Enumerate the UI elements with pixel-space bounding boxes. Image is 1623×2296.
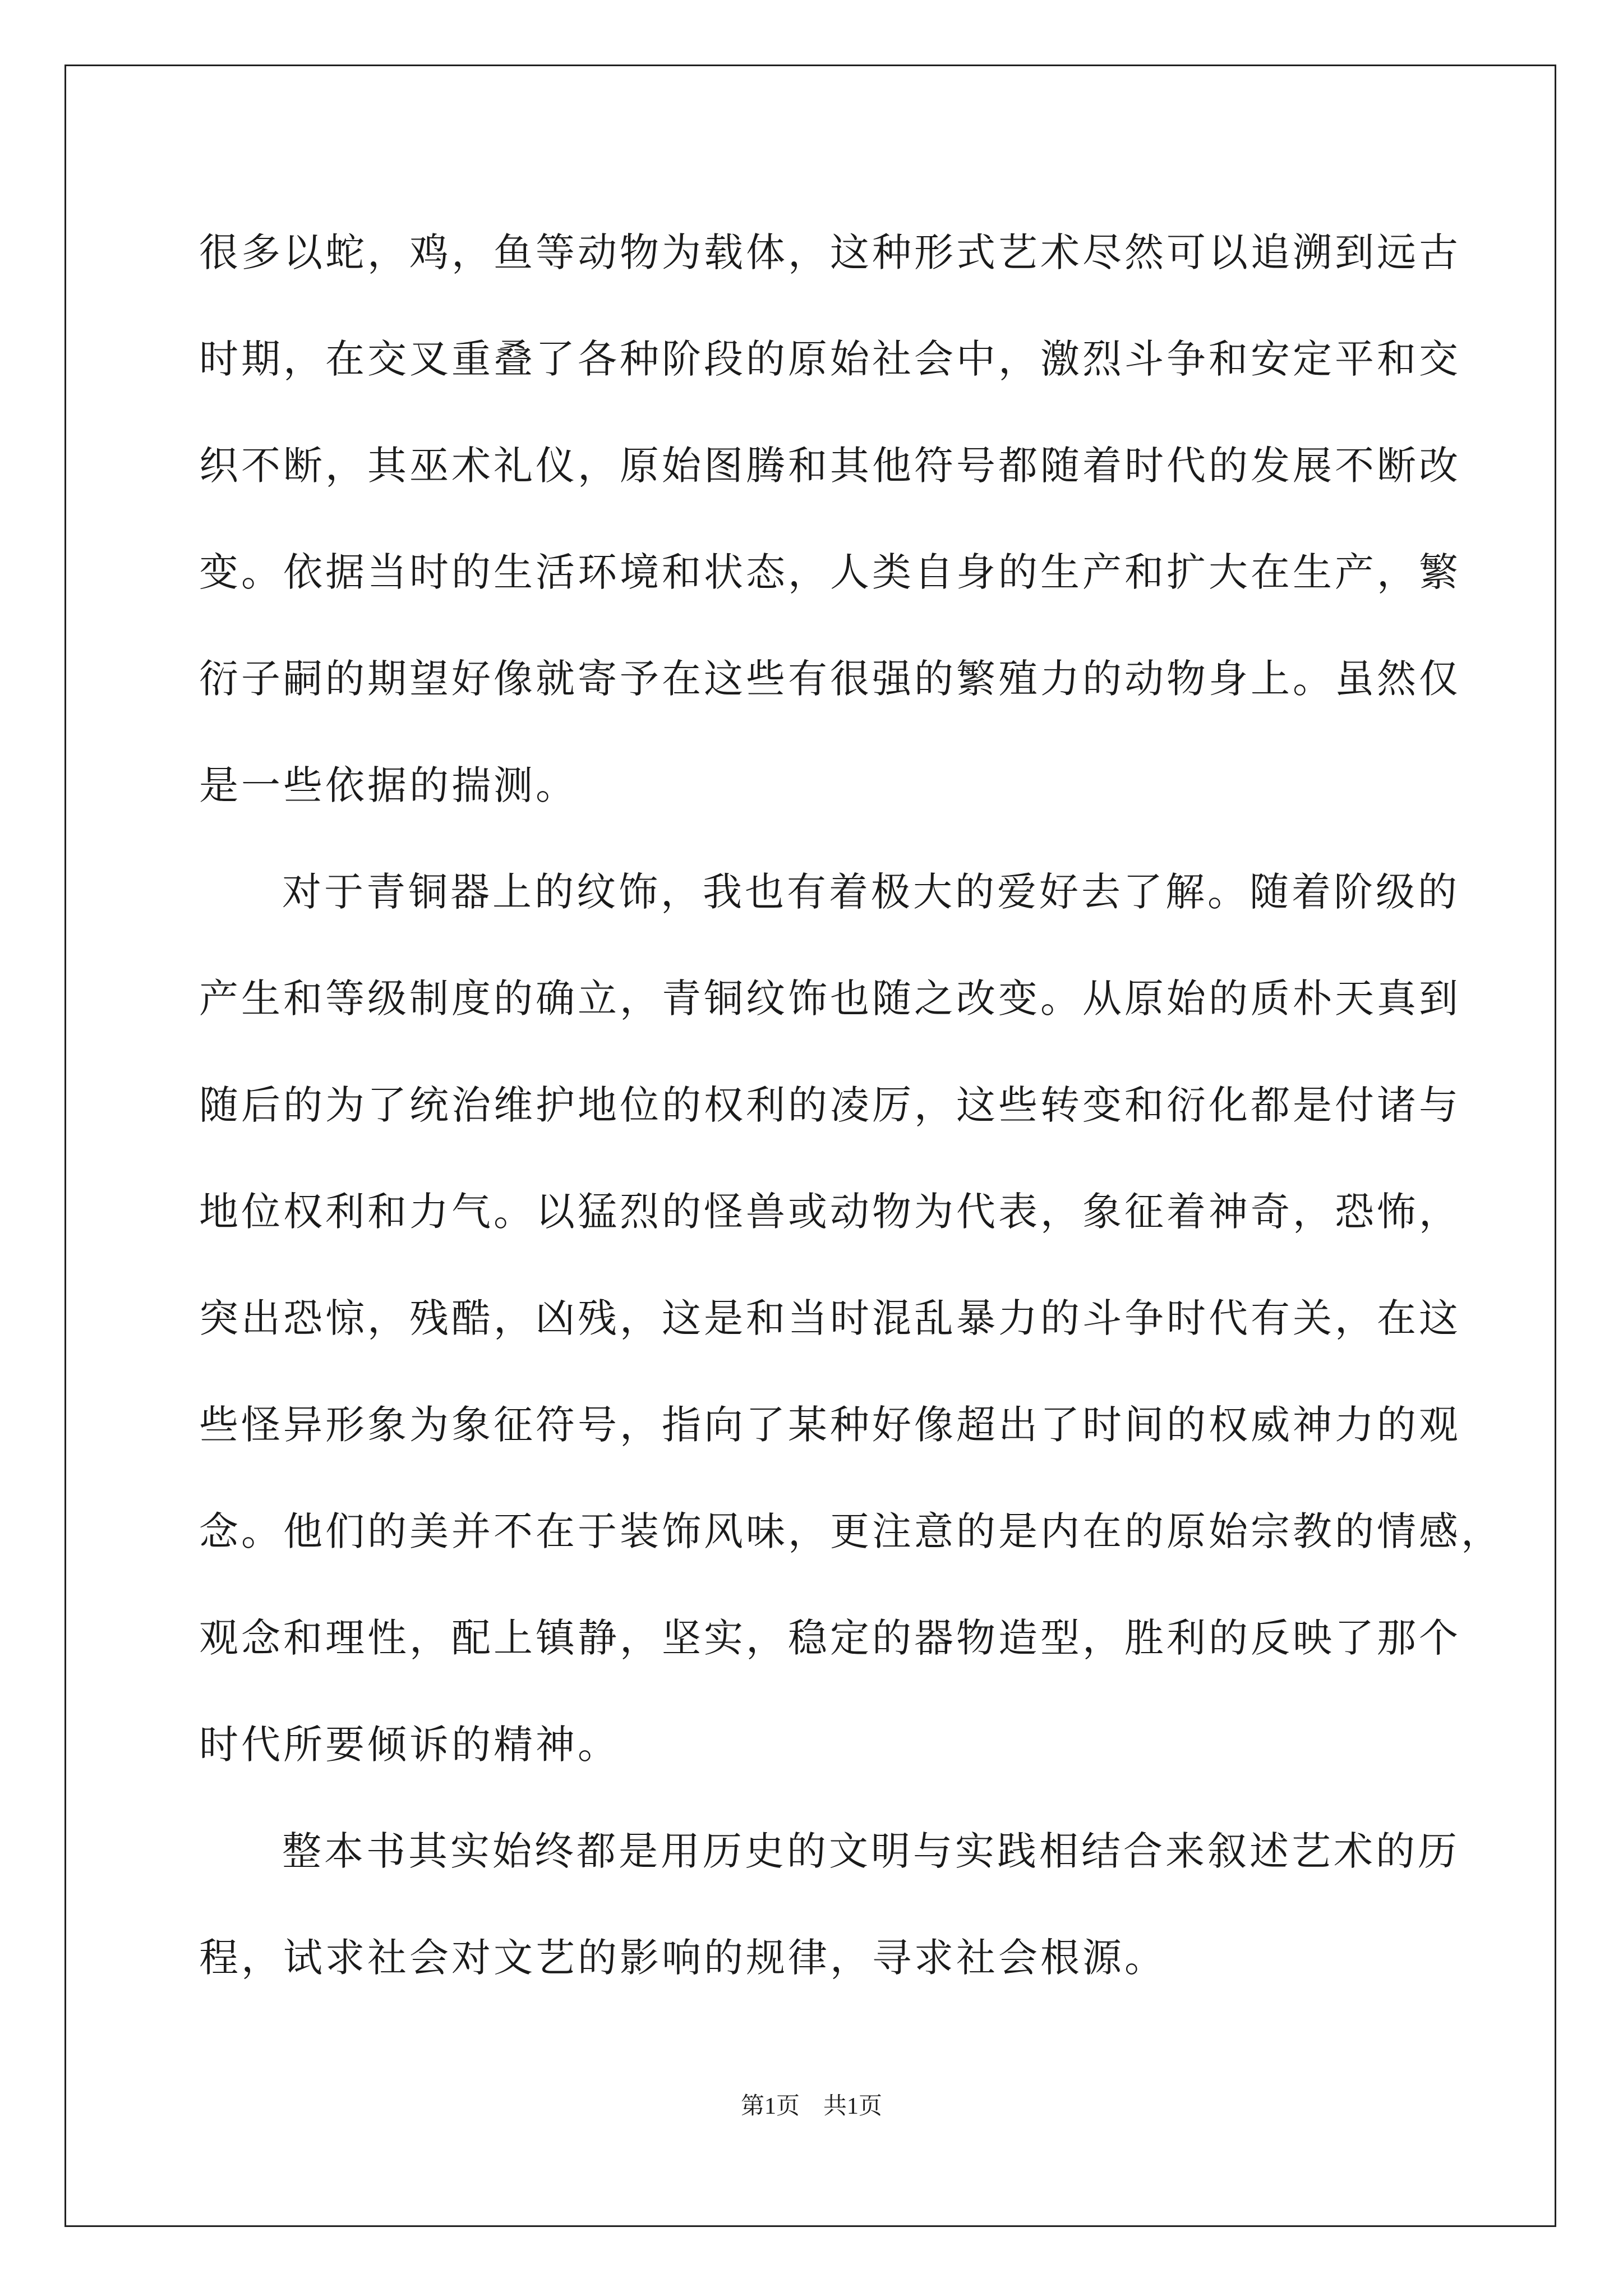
text-line: 观念和理性，配上镇静，坚实，稳定的器物造型，胜利的反映了那个 bbox=[199, 1615, 1461, 1661]
text-line: 衍子嗣的期望好像就寄予在这些有很强的繁殖力的动物身上。虽然仅 bbox=[199, 656, 1461, 702]
text-line: 对于青铜器上的纹饰，我也有着极大的爱好去了解。随着阶级的 bbox=[282, 869, 1460, 915]
text-line: 时期，在交叉重叠了各种阶段的原始社会中，激烈斗争和安定平和交 bbox=[199, 336, 1461, 382]
document-body bbox=[199, 205, 1503, 2017]
page-number-label: 第1页 共1页 bbox=[740, 2093, 882, 2119]
text-line: 很多以蛇，鸡，鱼等动物为载体，这种形式艺术尽然可以追溯到远古 bbox=[199, 229, 1461, 275]
text-line: 随后的为了统治维护地位的权利的凌厉，这些转变和衍化都是付诸与 bbox=[199, 1082, 1461, 1128]
text-line: 整本书其实始终都是用历史的文明与实践相结合来叙述艺术的历 bbox=[282, 1828, 1460, 1874]
text-line: 突出恐惊，残酷，凶残，这是和当时混乱暴力的斗争时代有关，在这 bbox=[199, 1295, 1461, 1341]
text-line: 念。他们的美并不在于装饰风味，更注意的是内在的原始宗教的情感， bbox=[199, 1508, 1503, 1554]
text-line: 产生和等级制度的确立，青铜纹饰也随之改变。从原始的质朴天真到 bbox=[199, 976, 1461, 1022]
page-footer bbox=[0, 2090, 1623, 2123]
text-line: 时代所要倾诉的精神。 bbox=[199, 1722, 620, 1768]
text-line: 程，试求社会对文艺的影响的规律，寻求社会根源。 bbox=[199, 1935, 1166, 1981]
text-line: 些怪异形象为象征符号，指向了某种好像超出了时间的权威神力的观 bbox=[199, 1402, 1461, 1448]
text-line: 织不断，其巫术礼仪，原始图腾和其他符号都随着时代的发展不断改 bbox=[199, 443, 1461, 489]
text-line: 地位权利和力气。以猛烈的怪兽或动物为代表，象征着神奇，恐怖， bbox=[199, 1189, 1461, 1235]
text-line: 变。依据当时的生活环境和状态，人类自身的生产和扩大在生产，繁 bbox=[199, 549, 1461, 595]
text-line: 是一些依据的揣测。 bbox=[199, 762, 578, 808]
